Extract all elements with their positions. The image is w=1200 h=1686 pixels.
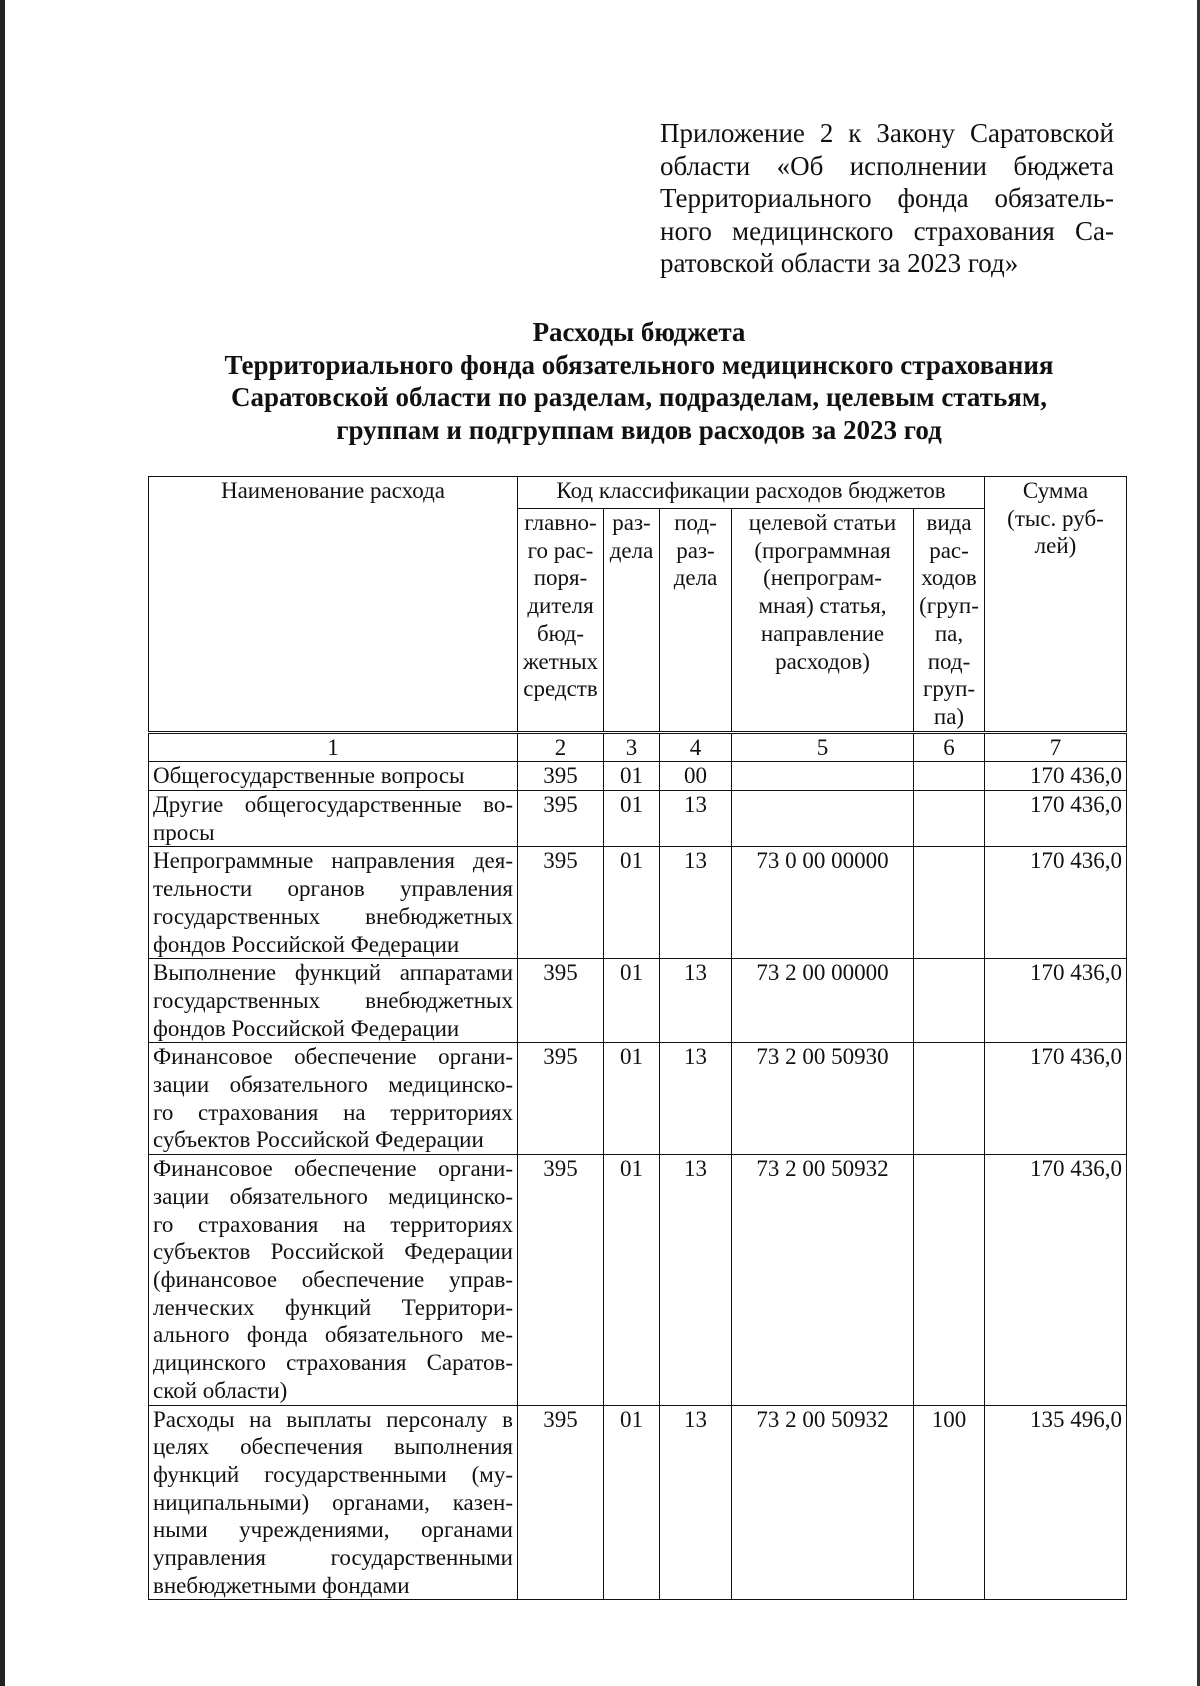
row-subsection: 13: [660, 1043, 732, 1155]
column-number: 5: [732, 732, 914, 762]
row-name-line: Общегосударственные вопросы: [153, 763, 465, 789]
header-admin-line: го рас-: [527, 537, 594, 563]
header-amount-line: Сумма: [1022, 478, 1089, 503]
row-section: 01: [604, 762, 660, 791]
table-row: [149, 847, 1127, 959]
row-name-line: Непрограммные направления дея-: [153, 848, 513, 874]
header-admin-line: жетных: [522, 648, 599, 674]
row-name-line: зации обязательного медицинско-: [153, 1072, 513, 1098]
title-line: группам и подгруппам видов расходов за 2023 год: [336, 414, 942, 445]
header-section-line: дела: [609, 537, 654, 563]
row-name-line: тельности органов управления: [153, 876, 513, 902]
row-name: [149, 959, 518, 1043]
appendix-line: ратовской области за 2023 год»: [660, 248, 1019, 278]
row-section: 01: [604, 791, 660, 847]
row-amount: 170 436,0: [985, 762, 1127, 791]
appendix-line: области «Об исполнении бюджета: [660, 150, 1114, 181]
title-line: Саратовской области по разделам, подразделам, целевым статьям,: [231, 382, 1047, 412]
row-name-line: ными учреждениями, органами: [153, 1517, 513, 1543]
scan-border-left: [0, 0, 5, 1686]
row-type: [914, 1043, 985, 1155]
row-name: [149, 762, 518, 791]
row-name: [149, 847, 518, 959]
row-name-line: Финансовое обеспечение органи-: [153, 1044, 513, 1070]
table-row: [149, 1155, 1127, 1405]
row-name-line: ской области): [153, 1377, 288, 1403]
row-subsection: 13: [660, 959, 732, 1043]
appendix-note: [660, 117, 1114, 280]
row-amount: 135 496,0: [985, 1405, 1127, 1600]
header-admin-line: главно-: [524, 510, 597, 535]
row-admin: 395: [518, 762, 604, 791]
row-admin: 395: [518, 847, 604, 959]
row-name: [149, 791, 518, 847]
header-target-line: направление: [760, 620, 885, 646]
column-number: 2: [518, 732, 604, 762]
row-amount: 170 436,0: [985, 791, 1127, 847]
row-name-line: фондов Российской Федерации: [153, 1015, 460, 1041]
row-admin: 395: [518, 791, 604, 847]
row-name-line: государственных внебюджетных: [153, 987, 513, 1013]
column-number: 1: [149, 732, 518, 762]
column-number: 6: [914, 732, 985, 762]
row-type: [914, 847, 985, 959]
row-name: [149, 1405, 518, 1600]
row-type: [914, 959, 985, 1043]
row-section: 01: [604, 1155, 660, 1405]
header-amount: [985, 477, 1127, 733]
header-code-group: Код классификации расходов бюджетов: [518, 477, 985, 509]
column-number: 3: [604, 732, 660, 762]
row-subsection: 13: [660, 847, 732, 959]
row-name-line: Финансовое обеспечение органи-: [153, 1156, 513, 1182]
row-section: 01: [604, 847, 660, 959]
header-type-line: вида: [926, 510, 972, 535]
header-type-line: рас-: [929, 537, 969, 563]
column-number: 4: [660, 732, 732, 762]
row-section: 01: [604, 959, 660, 1043]
row-name-line: государственных внебюджетных: [153, 903, 513, 929]
row-name-line: зации обязательного медицинско-: [153, 1183, 513, 1209]
appendix-line: Приложение 2 к Закону Саратовской: [660, 118, 1114, 148]
row-name-line: Выполнение функций аппаратами: [153, 960, 513, 986]
title-line: Расходы бюджета: [532, 317, 746, 347]
appendix-line: Территориального фонда обязатель-: [660, 183, 1114, 213]
title-line: Территориального фонда обязательного медицинского страхования: [224, 349, 1054, 380]
row-name-line: Расходы на выплаты персоналу в: [153, 1406, 513, 1432]
row-name: [149, 1043, 518, 1155]
row-subsection: 13: [660, 1155, 732, 1405]
header-target-line: мная) статья,: [758, 593, 887, 619]
header-amount-line: лей): [1034, 533, 1077, 559]
row-target: 73 2 00 50930: [732, 1043, 914, 1155]
row-subsection: 13: [660, 1405, 732, 1600]
header-subsection-line: дела: [673, 565, 718, 591]
row-amount: 170 436,0: [985, 959, 1127, 1043]
row-amount: 170 436,0: [985, 1043, 1127, 1155]
table-row: [149, 1405, 1127, 1600]
row-name-line: го страхования на территориях: [153, 1099, 513, 1125]
header-admin-line: поря-: [533, 565, 588, 591]
row-type: [914, 762, 985, 791]
header-subsection-line: раз-: [676, 537, 715, 563]
column-number: 7: [985, 732, 1127, 762]
header-subsection-line: под-: [674, 510, 717, 535]
row-name: [149, 1155, 518, 1405]
header-section-line: раз-: [612, 510, 651, 535]
expenditure-table: [148, 476, 1127, 1600]
header-target: [732, 509, 914, 733]
row-name-line: го страхования на территориях: [153, 1211, 513, 1237]
row-type: 100: [914, 1405, 985, 1600]
header-section: [604, 509, 660, 733]
header-type-line: па,: [934, 620, 964, 646]
row-name-line: ального фонда обязательного ме-: [153, 1322, 513, 1348]
row-amount: 170 436,0: [985, 1155, 1127, 1405]
row-admin: 395: [518, 1405, 604, 1600]
header-admin-line: дителя: [527, 593, 594, 619]
row-section: 01: [604, 1043, 660, 1155]
row-target: 73 0 00 00000: [732, 847, 914, 959]
row-name-line: фондов Российской Федерации: [153, 931, 460, 957]
row-name-line: дицинского страхования Саратов-: [153, 1350, 513, 1376]
header-target-line: целевой статьи: [748, 510, 897, 535]
header-type-line: под-: [927, 648, 971, 674]
row-name-line: просы: [153, 819, 215, 845]
header-target-line: (непрограм-: [763, 565, 882, 591]
row-name-line: целях обеспечения выполнения: [153, 1434, 513, 1460]
row-type: [914, 791, 985, 847]
row-target: 73 2 00 00000: [732, 959, 914, 1043]
header-type-line: ходов: [921, 565, 977, 591]
row-subsection: 00: [660, 762, 732, 791]
row-target: 73 2 00 50932: [732, 1405, 914, 1600]
header-name: Наименование расхода: [149, 477, 518, 733]
row-name-line: (финансовое обеспечение управ-: [153, 1266, 513, 1292]
row-admin: 395: [518, 1155, 604, 1405]
row-name-line: субъектов Российской Федерации: [153, 1127, 484, 1153]
header-type-line: па): [933, 703, 965, 729]
header-target-line: (программная: [754, 537, 891, 563]
header-subsection: [660, 509, 732, 733]
table-row: [149, 762, 1127, 791]
header-type: [914, 509, 985, 733]
header-admin: [518, 509, 604, 733]
table-row: [149, 959, 1127, 1043]
table-row: [149, 1043, 1127, 1155]
row-name-line: ленческих функций Территори-: [153, 1294, 513, 1320]
row-name-line: внебюджетными фондами: [153, 1572, 410, 1598]
row-admin: 395: [518, 959, 604, 1043]
row-type: [914, 1155, 985, 1405]
header-admin-line: бюд-: [536, 620, 585, 646]
row-target: 73 2 00 50932: [732, 1155, 914, 1405]
header-type-line: (груп-: [919, 593, 979, 619]
document-title: [150, 316, 1128, 446]
row-name-line: управления государственными: [153, 1545, 513, 1571]
row-target: [732, 762, 914, 791]
table-row: [149, 791, 1127, 847]
row-name-line: функций государственными (му-: [153, 1461, 513, 1487]
row-target: [732, 791, 914, 847]
header-admin-line: средств: [523, 676, 598, 702]
header-type-line: груп-: [922, 676, 976, 702]
header-target-line: расходов): [775, 648, 870, 674]
appendix-line: ного медицинского страхования Са-: [660, 215, 1114, 246]
row-name-line: Другие общегосударственные во-: [153, 792, 513, 818]
header-amount-line: (тыс. руб-: [1007, 505, 1104, 531]
row-subsection: 13: [660, 791, 732, 847]
row-amount: 170 436,0: [985, 847, 1127, 959]
column-number-row: [149, 732, 1127, 762]
row-admin: 395: [518, 1043, 604, 1155]
row-name-line: субъектов Российской Федерации: [153, 1239, 513, 1265]
row-section: 01: [604, 1405, 660, 1600]
row-name-line: ниципальными) органами, казен-: [153, 1489, 513, 1515]
